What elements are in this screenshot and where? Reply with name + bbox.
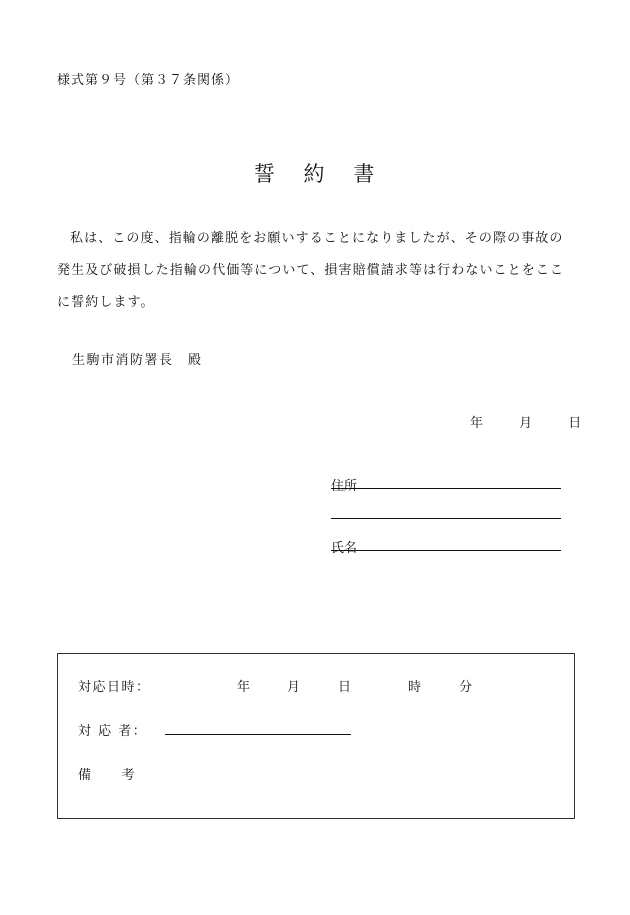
date-day-label: 日: [568, 416, 582, 431]
title-char-2: 約: [303, 162, 327, 186]
response-minute-label: 分: [459, 680, 474, 695]
address-underline-2: [331, 518, 561, 519]
date-year-label: 年: [470, 416, 484, 431]
date-line: [470, 412, 581, 431]
date-month-label: 月: [519, 416, 533, 431]
address-label: 住所: [331, 479, 358, 494]
response-year-label: 年: [237, 680, 252, 695]
response-day-label: 日: [338, 680, 353, 695]
name-field[interactable]: [331, 537, 357, 556]
name-label: 氏名: [331, 541, 358, 556]
responder-underline[interactable]: [165, 734, 351, 735]
remarks-label: 備 考: [78, 768, 137, 783]
address-underline: [331, 488, 561, 489]
document-title: [0, 158, 630, 188]
address-field[interactable]: [331, 475, 357, 494]
office-use-box: [57, 653, 575, 819]
form-number: 様式第９号（第３７条関係）: [57, 73, 240, 88]
title-char-1: 誓: [253, 162, 277, 186]
addressee: 生駒市消防署長 殿: [72, 353, 203, 368]
responder-label: 対 応 者：: [78, 724, 148, 739]
title-char-3: 書: [353, 162, 377, 186]
name-underline: [331, 550, 561, 551]
pledge-body-text: 私は、この度、指輪の離脱をお願いすることになりましたが、その際の事故の発生及び破損した指輪の代価等について、損害賠償請求等は行わないことをここに誓約します。: [57, 231, 565, 310]
response-datetime-label: 対応日時：: [78, 680, 151, 695]
response-hour-label: 時: [408, 680, 423, 695]
response-month-label: 月: [287, 680, 302, 695]
